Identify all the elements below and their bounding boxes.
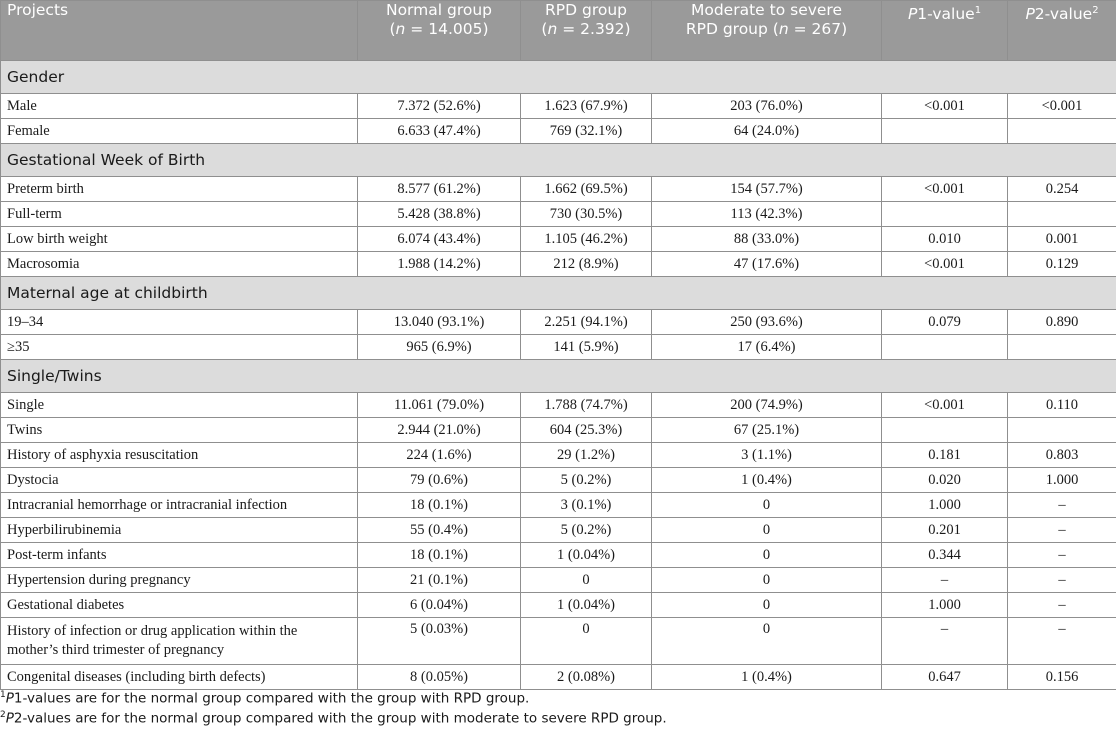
table-row: Hypertension during pregnancy 21 (0.1%) 0 0 – – [1, 568, 1116, 593]
table-row: Preterm birth 8.577 (61.2%) 1.662 (69.5%) 154 (57.7%) <0.001 0.254 [1, 177, 1116, 202]
table-row: Male 7.372 (52.6%) 1.623 (67.9%) 203 (76.0%) <0.001 <0.001 [1, 94, 1116, 119]
table-row: Intracranial hemorrhage or intracranial infection 18 (0.1%) 3 (0.1%) 0 1.000 – [1, 493, 1116, 518]
table-row: Macrosomia 1.988 (14.2%) 212 (8.9%) 47 (17.6%) <0.001 0.129 [1, 252, 1116, 277]
table-row: History of infection or drug application within the mother’s third trimester of pregnancy 5 (0.03%) 0 0 – – [1, 618, 1116, 665]
table-row: Post-term infants 18 (0.1%) 1 (0.04%) 0 0.344 – [1, 543, 1116, 568]
table-row: Full-term 5.428 (38.8%) 730 (30.5%) 113 (42.3%) [1, 202, 1116, 227]
header-projects: Projects [1, 1, 358, 61]
header-p2-value: P2-value$^2$ [1008, 1, 1116, 61]
table-row: Gestational diabetes 6 (0.04%) 1 (0.04%) 0 1.000 – [1, 593, 1116, 618]
section-row-gender: Gender [1, 61, 1116, 94]
table-row: Twins 2.944 (21.0%) 604 (25.3%) 67 (25.1%) [1, 418, 1116, 443]
footnote-2: $^2$P2-values are for the normal group compared with the group with moderate to severe RPD group. [0, 710, 667, 727]
footnote-1: $^1$P1-values are for the normal group compared with the group with RPD group. [0, 690, 530, 707]
table-row: ≥35 965 (6.9%) 141 (5.9%) 17 (6.4%) [1, 335, 1116, 360]
section-row-single-twins: Single/Twins [1, 360, 1116, 393]
table-row: Low birth weight 6.074 (43.4%) 1.105 (46.2%) 88 (33.0%) 0.010 0.001 [1, 227, 1116, 252]
section-row-maternal-age: Maternal age at childbirth [1, 277, 1116, 310]
table-row: Hyperbilirubinemia 55 (0.4%) 5 (0.2%) 0 0.201 – [1, 518, 1116, 543]
header-p1-value: P1-value$^1$ [882, 1, 1008, 61]
table-row: Female 6.633 (47.4%) 769 (32.1%) 64 (24.0%) [1, 119, 1116, 144]
header-row [1, 1, 1116, 61]
table-row: Congenital diseases (including birth defects) 8 (0.05%) 2 (0.08%) 1 (0.4%) 0.647 0.156 [1, 665, 1116, 690]
two-line-label: History of infection or drug application within the mother’s third trimester of pregnancy [1, 618, 358, 665]
header-moderate-severe-group: Moderate to severe RPD group (n = 267) [652, 1, 882, 61]
section-row-gestational-week: Gestational Week of Birth [1, 144, 1116, 177]
header-normal-group: Normal group (n = 14.005) [358, 1, 521, 61]
table-row: Dystocia 79 (0.6%) 5 (0.2%) 1 (0.4%) 0.020 1.000 [1, 468, 1116, 493]
table-row: 19–34 13.040 (93.1%) 2.251 (94.1%) 250 (93.6%) 0.079 0.890 [1, 310, 1116, 335]
header-rpd-group: RPD group (n = 2.392) [521, 1, 652, 61]
table-row: History of asphyxia resuscitation 224 (1.6%) 29 (1.2%) 3 (1.1%) 0.181 0.803 [1, 443, 1116, 468]
table-row: Single 11.061 (79.0%) 1.788 (74.7%) 200 (74.9%) <0.001 0.110 [1, 393, 1116, 418]
